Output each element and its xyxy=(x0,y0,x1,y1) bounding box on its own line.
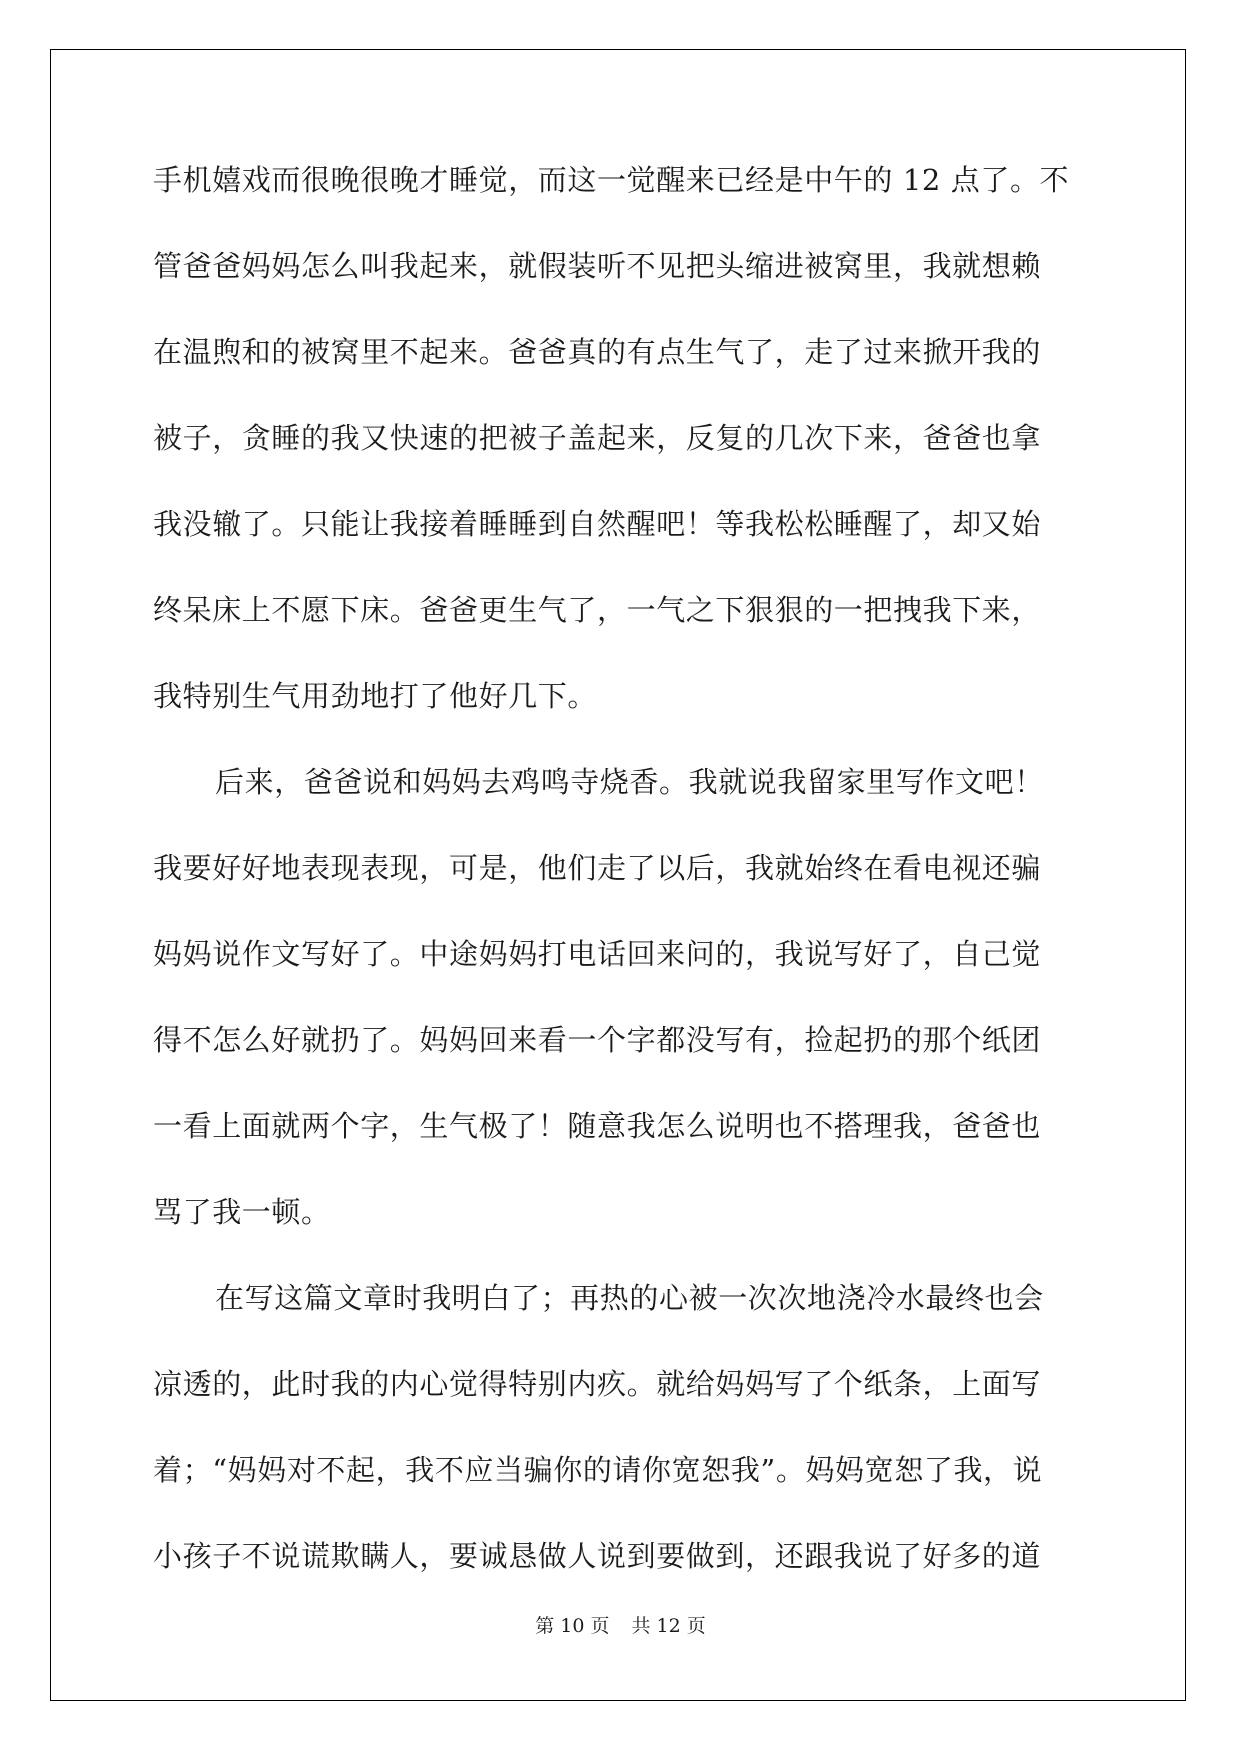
text-line: 管爸爸妈妈怎么叫我起来，就假装听不见把头缩进被窝里，我就想赖 xyxy=(153,249,1042,283)
text-line: 我没辙了。只能让我接着睡睡到自然醒吧！等我松松睡醒了，却又始 xyxy=(153,507,1042,541)
page-number: 第 10 页 xyxy=(535,1615,610,1637)
text-line: 我特别生气用劲地打了他好几下。 xyxy=(153,679,598,713)
paragraph-start-line: 在写这篇文章时我明白了；再热的心被一次次地浇冷水最终也会 xyxy=(215,1281,1044,1315)
text-line: 凉透的，此时我的内心觉得特别内疚。就给妈妈写了个纸条，上面写 xyxy=(153,1367,1042,1401)
text-line: 妈妈说作文写好了。中途妈妈打电话回来问的，我说写好了，自己觉 xyxy=(153,937,1042,971)
document-body xyxy=(153,160,1093,1622)
text-line: 着；“妈妈对不起，我不应当骗你的请你宽恕我”。妈妈宽恕了我，说 xyxy=(153,1453,1043,1487)
text-line: 被子，贪睡的我又快速的把被子盖起来，反复的几次下来，爸爸也拿 xyxy=(153,421,1042,455)
page-footer xyxy=(0,1614,1241,1638)
text-line: 小孩子不说谎欺瞒人，要诚恳做人说到要做到，还跟我说了好多的道 xyxy=(153,1539,1042,1573)
text-line: 一看上面就两个字，生气极了！随意我怎么说明也不搭理我，爸爸也 xyxy=(153,1109,1042,1143)
text-line: 在温煦和的被窝里不起来。爸爸真的有点生气了，走了过来掀开我的 xyxy=(153,335,1042,369)
total-pages: 共 12 页 xyxy=(631,1615,706,1637)
paragraph-start-line: 后来，爸爸说和妈妈去鸡鸣寺烧香。我就说我留家里写作文吧！ xyxy=(215,765,1044,799)
text-line: 骂了我一顿。 xyxy=(153,1195,331,1229)
text-line: 手机嬉戏而很晚很晚才睡觉，而这一觉醒来已经是中午的 12 点了。不 xyxy=(153,163,1070,197)
text-line: 得不怎么好就扔了。妈妈回来看一个字都没写有，捡起扔的那个纸团 xyxy=(153,1023,1042,1057)
text-line: 终呆床上不愿下床。爸爸更生气了，一气之下狠狠的一把拽我下来， xyxy=(153,593,1042,627)
text-line: 我要好好地表现表现，可是，他们走了以后，我就始终在看电视还骗 xyxy=(153,851,1042,885)
